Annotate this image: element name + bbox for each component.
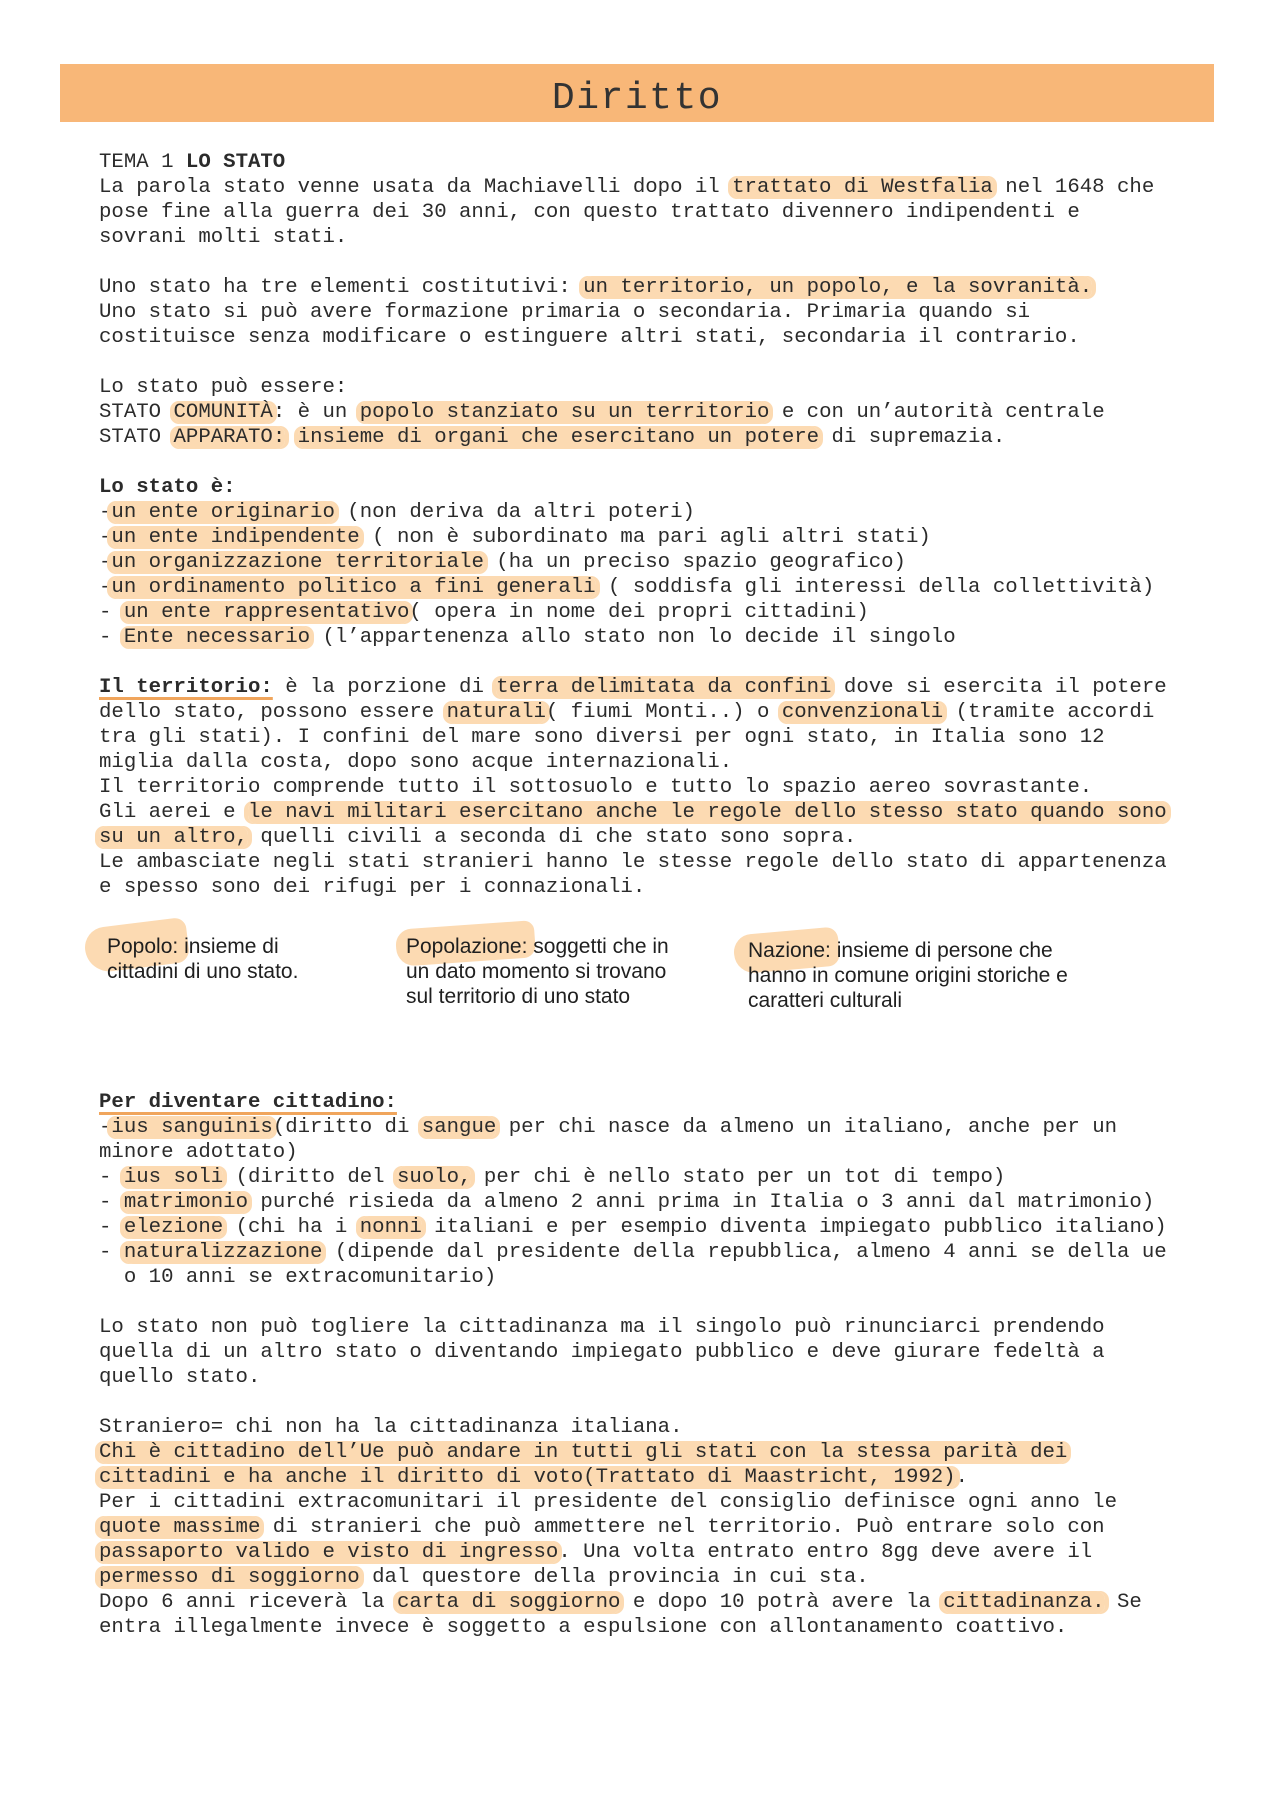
definition-line <box>107 934 298 959</box>
text-line <box>99 1415 1167 1440</box>
text-segment: Uno stato ha tre elementi costitutivi: <box>99 276 584 299</box>
highlighted-text: sangue <box>421 1116 497 1139</box>
highlighted-text: permesso di soggiorno <box>99 1566 360 1589</box>
text-segment: o 10 anni se extracomunitario) <box>99 1266 497 1289</box>
definition-text: caratteri culturali <box>748 989 903 1012</box>
text-segment: STATO <box>99 426 174 449</box>
text-segment: quelli civili a seconda di che stato sono sopra. <box>247 826 857 849</box>
definition-text: soggetti che in <box>527 935 669 958</box>
text-line <box>99 1365 1167 1390</box>
text-segment: Lo stato può essere: <box>99 376 348 399</box>
text-line <box>99 1090 1167 1115</box>
text-segment: (diritto del <box>223 1166 397 1189</box>
text-line <box>99 600 1167 625</box>
paragraph <box>99 375 1167 450</box>
highlighted-text: ius soli <box>123 1166 224 1189</box>
definition-line <box>406 959 669 984</box>
text-line <box>99 1240 1167 1265</box>
text-line <box>99 800 1167 825</box>
text-segment: quello stato. <box>99 1366 261 1389</box>
text-segment: purché risieda da almeno 2 anni prima in Italia o 3 anni dal matrimonio) <box>248 1191 1155 1214</box>
definition-term: Popolo: <box>107 935 179 958</box>
highlighted-text: quote massime <box>99 1516 261 1539</box>
text-segment: Lo stato non può togliere la cittadinanza ma il singolo può rinunciarci prendendo <box>99 1316 1105 1339</box>
text-segment: è la porzione di <box>272 676 497 699</box>
text-line <box>99 1465 1167 1490</box>
text-line <box>99 1590 1167 1615</box>
text-line <box>99 875 1167 900</box>
text-line <box>99 625 1167 650</box>
text-line <box>99 475 1167 500</box>
highlighted-text: un ente rappresentativo <box>123 601 410 624</box>
paragraph <box>99 1415 1167 1640</box>
text-segment: Dopo 6 anni riceverà la <box>99 1591 397 1614</box>
paragraph <box>99 675 1167 900</box>
highlighted-text: naturali <box>446 701 546 724</box>
definition-nazione <box>748 938 1068 1013</box>
paragraph <box>99 475 1167 650</box>
paragraph <box>99 1315 1167 1390</box>
text-line <box>99 850 1167 875</box>
text-line <box>99 300 1167 325</box>
highlighted-text: convenzionali <box>781 701 944 724</box>
definition-line <box>748 938 1068 963</box>
text-segment: Se <box>1104 1591 1142 1614</box>
text-segment: Il territorio comprende tutto il sottosuolo e tutto lo spazio aereo sovrastante. <box>99 776 1093 799</box>
text-segment: - <box>99 551 112 574</box>
text-segment: (tramite accordi <box>943 701 1155 724</box>
highlighted-text: suolo, <box>396 1166 472 1189</box>
text-segment: ( soddisfa gli interessi della collettività) <box>595 576 1155 599</box>
text-line <box>99 175 1167 200</box>
text-line <box>99 150 1167 175</box>
notes-part-1 <box>99 150 1167 900</box>
bold-text: Lo stato è: <box>99 476 236 499</box>
text-line <box>99 775 1167 800</box>
highlighted-text: COMUNITÀ <box>173 401 273 424</box>
text-segment: (chi ha i <box>223 1216 360 1239</box>
highlighted-text: popolo stanziato su un territorio <box>359 401 770 424</box>
section-heading: Il territorio: <box>99 676 273 699</box>
definition-term: Popolazione: <box>406 935 528 958</box>
text-line <box>99 325 1167 350</box>
highlighted-text: un organizzazione territoriale <box>111 551 484 574</box>
text-segment: (ha un preciso spazio geografico) <box>483 551 906 574</box>
text-segment: dello stato, possono essere <box>99 701 447 724</box>
text-segment: - <box>99 501 112 524</box>
text-segment: quella di un altro stato o diventando impiegato pubblico e deve giurare fedeltà a <box>99 1341 1105 1364</box>
definition-text: cittadini di uno stato. <box>107 960 299 983</box>
highlighted-text: elezione <box>123 1216 224 1239</box>
definition-popolo <box>107 934 298 984</box>
text-line <box>99 750 1167 775</box>
text-line <box>99 1115 1167 1140</box>
definition-line <box>748 988 1068 1013</box>
text-line <box>99 500 1167 525</box>
text-segment: per chi nasce da almeno un italiano, anche per un <box>496 1116 1118 1139</box>
text-segment: entra illegalmente invece è soggetto a espulsione con allontanamento coattivo. <box>99 1616 1068 1639</box>
text-line <box>99 1315 1167 1340</box>
definition-text: insieme di <box>178 935 279 958</box>
text-line <box>99 225 1167 250</box>
text-segment: TEMA 1 <box>99 151 186 174</box>
text-line <box>99 1615 1167 1640</box>
text-segment: (dipende dal presidente della repubblica, almeno 4 anni se della ue <box>322 1241 1167 1264</box>
highlighted-text: insieme di organi che esercitano un potere <box>297 426 820 449</box>
highlighted-text: APPARATO: <box>173 426 286 449</box>
text-line <box>99 1490 1167 1515</box>
text-segment: tra gli stati). I confini del mare sono diversi per ogni stato, in Italia sono 12 <box>99 726 1105 749</box>
text-segment: nel 1648 che <box>992 176 1155 199</box>
highlighted-text: terra delimitata da confini <box>496 676 832 699</box>
text-segment: ( fiumi Monti..) o <box>545 701 782 724</box>
definition-text: hanno in comune origini storiche e <box>748 964 1068 987</box>
definition-text: insieme di persone che <box>830 939 1053 962</box>
definition-line <box>406 934 669 959</box>
highlighted-text: ius sanguinis <box>111 1116 273 1139</box>
text-line <box>99 1565 1167 1590</box>
definition-line <box>406 984 669 1009</box>
text-segment: Straniero= chi non ha la cittadinanza italiana. <box>99 1416 683 1439</box>
definition-text: un dato momento si trovano <box>406 960 667 983</box>
text-segment: - <box>99 576 112 599</box>
text-segment: (non deriva da altri poteri) <box>334 501 695 524</box>
definition-term: Nazione: <box>748 939 831 962</box>
text-segment: : è un <box>272 401 360 424</box>
text-line <box>99 525 1167 550</box>
definition-text: sul territorio di uno stato <box>406 985 631 1008</box>
text-line <box>99 700 1167 725</box>
section-heading: Per diventare cittadino: <box>99 1091 397 1114</box>
text-segment: di stranieri che può ammettere nel territorio. Può entrare solo con <box>260 1516 1105 1539</box>
text-segment: e dopo 10 potrà avere la <box>620 1591 944 1614</box>
text-segment: costituisce senza modificare o estinguere altri stati, secondaria il contrario. <box>99 326 1080 349</box>
text-segment: - <box>99 1116 112 1139</box>
text-segment <box>285 426 297 449</box>
paragraph <box>99 150 1167 250</box>
text-line <box>99 1140 1167 1165</box>
text-line <box>99 1215 1167 1240</box>
text-segment: italiani e per esempio diventa impiegato pubblico italiano) <box>421 1216 1167 1239</box>
paragraph <box>99 1090 1167 1290</box>
text-line <box>99 1265 1167 1290</box>
highlighted-text: naturalizzazione <box>123 1241 323 1264</box>
text-segment: Per i cittadini extracomunitari il presidente del consiglio definisce ogni anno le <box>99 1491 1117 1514</box>
text-segment: dal questore della provincia in cui sta. <box>359 1566 869 1589</box>
text-segment: - <box>99 626 124 649</box>
text-segment: - <box>99 526 112 549</box>
text-line <box>99 575 1167 600</box>
highlighted-text: nonni <box>359 1216 422 1239</box>
text-segment: . <box>955 1466 969 1489</box>
text-segment: ( opera in nome dei propri cittadini) <box>409 601 869 624</box>
text-segment: Le ambasciate negli stati stranieri hanno le stesse regole dello stato di appartenenza <box>99 851 1167 874</box>
text-segment: STATO <box>99 401 174 424</box>
page-title: Diritto <box>551 77 723 120</box>
highlighted-text: un ordinamento politico a fini generali <box>111 576 596 599</box>
text-segment: Uno stato si può avere formazione primaria o secondaria. Primaria quando si <box>99 301 1031 324</box>
text-segment: . Una volta entrato entro 8gg deve avere il <box>558 1541 1093 1564</box>
text-line <box>99 275 1167 300</box>
notes-part-2 <box>99 1090 1167 1640</box>
text-line <box>99 675 1167 700</box>
highlighted-text: cittadini e ha anche il diritto di voto(Trattato di Maastricht, 1992) <box>99 1466 956 1489</box>
text-line <box>99 400 1167 425</box>
text-line <box>99 1515 1167 1540</box>
text-segment: - <box>99 601 124 624</box>
text-segment: di supremazia. <box>819 426 1006 449</box>
highlighted-text: carta di soggiorno <box>396 1591 621 1614</box>
definition-line <box>107 959 298 984</box>
text-segment: minore adottato) <box>99 1141 298 1164</box>
text-segment: - <box>99 1241 124 1264</box>
highlighted-text: Chi è cittadino dell’Ue può andare in tutti gli stati con la stessa parità dei <box>99 1441 1068 1464</box>
text-segment: (l’appartenenza allo stato non lo decide il singolo <box>310 626 956 649</box>
text-segment: miglia dalla costa, dopo sono acque internazionali. <box>99 751 733 774</box>
text-segment: sovrani molti stati. <box>99 226 348 249</box>
highlighted-text: Ente necessario <box>123 626 311 649</box>
text-segment: e spesso sono dei rifugi per i connazionali. <box>99 876 646 899</box>
text-line <box>99 1440 1167 1465</box>
highlighted-text: passaporto valido e visto di ingresso <box>99 1541 559 1564</box>
highlighted-text: un ente indipendente <box>111 526 360 549</box>
text-line <box>99 200 1167 225</box>
paragraph <box>99 275 1167 350</box>
highlighted-text: le navi militari esercitano anche le regole dello stesso stato quando sono <box>247 801 1167 824</box>
text-line <box>99 375 1167 400</box>
text-segment: - <box>99 1166 124 1189</box>
highlighted-text: cittadinanza. <box>943 1591 1105 1614</box>
text-segment: La parola stato venne usata da Machiavelli dopo il <box>99 176 733 199</box>
highlighted-text: matrimonio <box>123 1191 248 1214</box>
highlighted-text: su un altro, <box>99 826 248 849</box>
text-line <box>99 825 1167 850</box>
text-segment: e con un’autorità centrale <box>769 401 1105 424</box>
text-line <box>99 1190 1167 1215</box>
text-line <box>99 425 1167 450</box>
text-line <box>99 1340 1167 1365</box>
highlighted-text: un territorio, un popolo, e la sovranità. <box>583 276 1093 299</box>
highlighted-text: un ente originario <box>111 501 335 524</box>
text-segment: - <box>99 1216 124 1239</box>
text-segment: Gli aerei e <box>99 801 248 824</box>
text-segment: (diritto di <box>272 1116 422 1139</box>
title-bar <box>60 64 1214 122</box>
text-line <box>99 725 1167 750</box>
definition-line <box>748 963 1068 988</box>
highlighted-text: trattato di Westfalia <box>732 176 993 199</box>
bold-text: LO STATO <box>185 151 286 174</box>
text-line <box>99 1540 1167 1565</box>
text-segment: dove si esercita il potere <box>831 676 1167 699</box>
text-line <box>99 1165 1167 1190</box>
text-segment: ( non è subordinato ma pari agli altri stati) <box>359 526 931 549</box>
text-segment: per chi è nello stato per un tot di tempo) <box>471 1166 1006 1189</box>
definition-popolazione <box>406 934 669 1009</box>
text-segment: pose fine alla guerra dei 30 anni, con questo trattato divennero indipendenti e <box>99 201 1080 224</box>
text-segment: - <box>99 1191 124 1214</box>
text-line <box>99 550 1167 575</box>
